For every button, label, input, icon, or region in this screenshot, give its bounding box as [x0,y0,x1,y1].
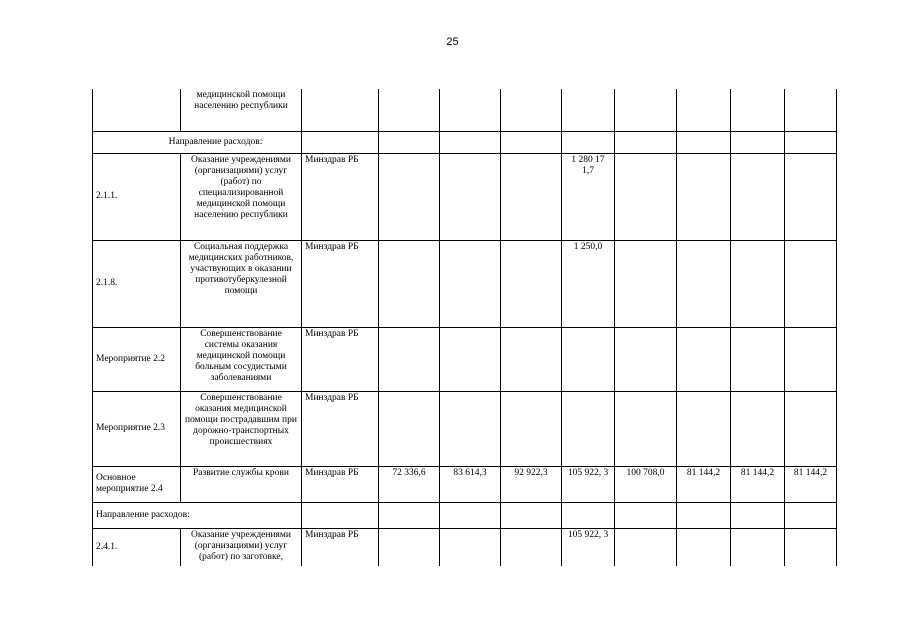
row-executor: Минздрав РБ [302,240,379,327]
row-code: 2.1.1. [93,153,181,240]
row-name: Развитие службы крови [181,466,302,502]
value-cell [615,153,677,240]
direction-label: Направление расходов: [93,502,302,528]
row-code: Мероприятие 2.3 [93,391,181,466]
row-code: Основное мероприятие 2.4 [93,466,181,502]
value-cell [501,391,562,466]
row-code [93,89,181,131]
value-cell [440,240,501,327]
value-cell: 92 922,3 [501,466,562,502]
value-cell: 1 280 17 1,7 [562,153,615,240]
value-cell [785,153,837,240]
row-executor: Минздрав РБ [302,391,379,466]
direction-row [93,131,837,153]
empty-cell [501,502,562,528]
table-row [93,528,837,566]
row-executor: Минздрав РБ [302,466,379,502]
value-cell [785,89,837,131]
value-cell: 81 144,2 [677,466,731,502]
direction-row [93,502,837,528]
empty-cell [302,131,379,153]
table-row [93,327,837,391]
empty-cell [501,131,562,153]
value-cell: 105 922, 3 [562,528,615,566]
empty-cell [677,131,731,153]
value-cell [562,89,615,131]
value-cell [677,89,731,131]
empty-cell [379,502,440,528]
page-number: 25 [446,36,459,48]
value-cell [440,327,501,391]
row-name: Совершенствование системы оказания медицинской помощи больным сосудистыми заболеваниями [181,327,302,391]
value-cell [615,89,677,131]
value-cell [501,153,562,240]
value-cell [501,327,562,391]
row-name: Оказание учреждениями (организациями) услуг (работ) по заготовке, [181,528,302,566]
value-cell: 72 336,6 [379,466,440,502]
empty-cell [440,131,501,153]
value-cell [501,240,562,327]
value-cell [440,89,501,131]
value-cell [379,327,440,391]
value-cell [731,153,785,240]
table-row [93,466,837,502]
empty-cell [731,502,785,528]
value-cell [677,391,731,466]
empty-cell [785,131,837,153]
value-cell [440,153,501,240]
value-cell [731,327,785,391]
value-cell [785,528,837,566]
value-cell [615,240,677,327]
value-cell [785,391,837,466]
value-cell [379,391,440,466]
value-cell [615,528,677,566]
value-cell [501,89,562,131]
value-cell [562,327,615,391]
value-cell [379,153,440,240]
empty-cell [562,131,615,153]
row-executor: Минздрав РБ [302,528,379,566]
empty-cell [379,131,440,153]
budget-table [92,89,837,566]
empty-cell [302,502,379,528]
row-name: Совершенствование оказания медицинской помощи пострадавшим при дорожно-транспортных происшествиях [181,391,302,466]
row-name: медицинской помощи населению республики [181,89,302,131]
empty-cell [615,131,677,153]
value-cell [440,391,501,466]
value-cell [379,240,440,327]
row-code: Мероприятие 2.2 [93,327,181,391]
value-cell [731,89,785,131]
value-cell [501,528,562,566]
value-cell: 1 250,0 [562,240,615,327]
value-cell [677,153,731,240]
empty-cell [615,502,677,528]
value-cell [615,327,677,391]
value-cell: 100 708,0 [615,466,677,502]
value-cell [785,327,837,391]
value-cell: 81 144,2 [731,466,785,502]
row-executor: Минздрав РБ [302,153,379,240]
value-cell [440,528,501,566]
row-executor [302,89,379,131]
table-body [93,89,837,566]
empty-cell [785,502,837,528]
table-row [93,89,837,131]
table-row [93,240,837,327]
value-cell [731,240,785,327]
direction-label: Направление расходов: [93,131,302,153]
value-cell: 105 922, 3 [562,466,615,502]
value-cell [731,528,785,566]
value-cell [731,391,785,466]
value-cell [677,327,731,391]
value-cell [785,240,837,327]
table-row [93,391,837,466]
empty-cell [731,131,785,153]
empty-cell [440,502,501,528]
empty-cell [562,502,615,528]
value-cell [677,528,731,566]
value-cell [379,528,440,566]
value-cell [615,391,677,466]
value-cell [379,89,440,131]
table-row [93,153,837,240]
value-cell: 81 144,2 [785,466,837,502]
row-name: Социальная поддержка медицинских работников, участвующих в оказании противотуберкулезной помощи [181,240,302,327]
value-cell [562,391,615,466]
value-cell [677,240,731,327]
row-code: 2.1.8. [93,240,181,327]
row-code: 2.4.1. [93,528,181,566]
value-cell: 83 614,3 [440,466,501,502]
empty-cell [677,502,731,528]
row-executor: Минздрав РБ [302,327,379,391]
row-name: Оказание учреждениями (организациями) услуг (работ) по специализированной медицинской помощи населению республики [181,153,302,240]
